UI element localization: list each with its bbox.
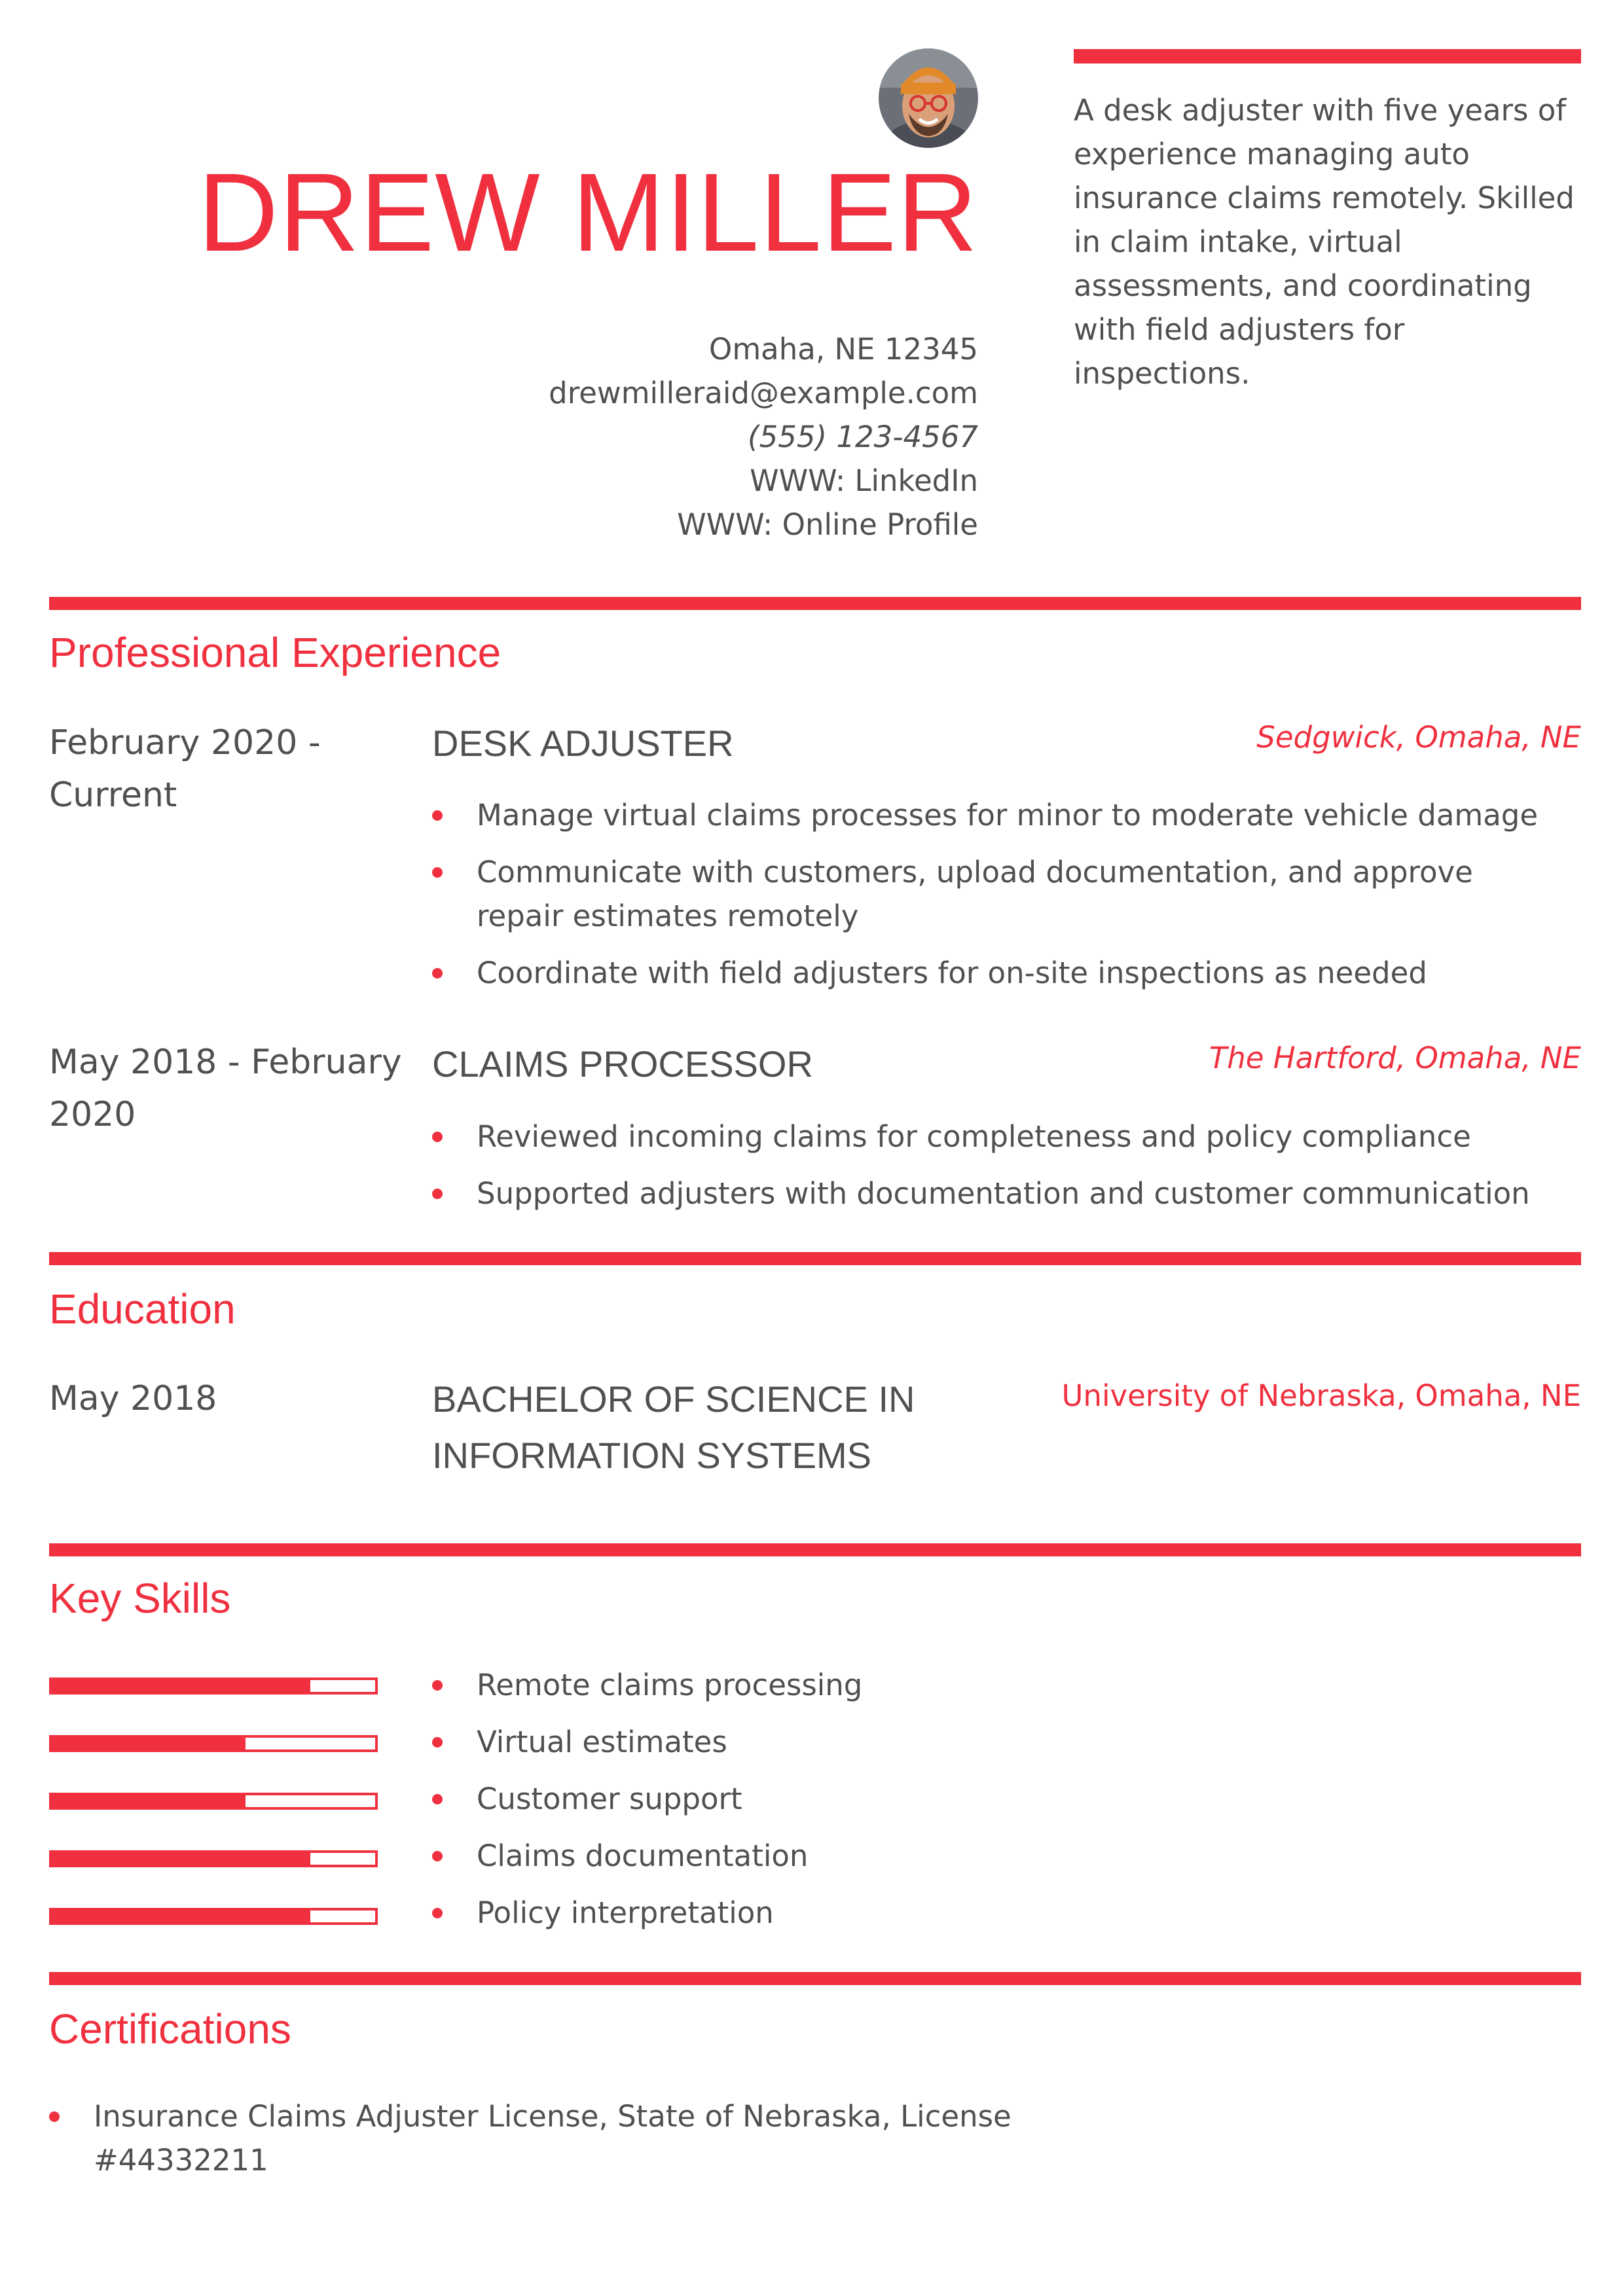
section-divider (49, 1972, 1581, 1985)
job-bullets (432, 1115, 1545, 1229)
skill-item: Policy interpretation (432, 1891, 1545, 1935)
job-dates: May 2018 - February 2020 (49, 1043, 402, 1134)
skill-level-fill (52, 1910, 310, 1922)
section-title-skills: Key Skills (49, 1575, 231, 1622)
summary-divider (1074, 49, 1581, 63)
skill-item: Claims documentation (432, 1834, 1545, 1878)
skill-level-fill (52, 1853, 310, 1865)
certification-item: Insurance Claims Adjuster License, State of Nebraska, License #44332211 (49, 2094, 1162, 2182)
skill-level-bar (49, 1735, 378, 1752)
skills-list (432, 1663, 1545, 1948)
skill-level-fill (52, 1795, 246, 1807)
list-item: Reviewed incoming claims for completeness and policy compliance (432, 1115, 1545, 1158)
education-degree: BACHELOR OF SCIENCE IN INFORMATION SYSTEMS (432, 1378, 915, 1476)
education-date: May 2018 (49, 1379, 217, 1418)
job-employer: Sedgwick, Omaha, NE (1256, 720, 1581, 755)
job-employer: The Hartford, Omaha, NE (1209, 1041, 1581, 1075)
profile-photo (879, 48, 978, 148)
skill-level-bar (49, 1850, 378, 1867)
skill-level-fill (52, 1738, 246, 1749)
contact-phone[interactable]: (555) 123-4567 (748, 420, 978, 454)
avatar-icon (879, 48, 978, 148)
job-bullets (432, 793, 1545, 1008)
list-item: Communicate with customers, upload documentation, and approve repair estimates remotely (432, 850, 1545, 938)
contact-profile-link[interactable]: WWW: Online Profile (677, 507, 978, 542)
summary-text: A desk adjuster with five years of experience managing auto insurance claims remotely. Skilled in claim intake, virtual assessments, and coordinating with field adjusters for inspections. (1074, 93, 1575, 391)
contact-email[interactable]: drewmilleraid@example.com (549, 376, 978, 410)
contact-location: Omaha, NE 12345 (708, 332, 978, 367)
job-dates: February 2020 - Current (49, 723, 321, 815)
skill-item: Virtual estimates (432, 1720, 1545, 1764)
certifications-list (49, 2094, 1162, 2195)
skill-level-bar (49, 1793, 378, 1810)
contact-block (393, 327, 978, 547)
list-item: Manage virtual claims processes for minor to moderate vehicle damage (432, 793, 1545, 837)
list-item: Coordinate with field adjusters for on-site inspections as needed (432, 951, 1545, 995)
skill-item: Customer support (432, 1777, 1545, 1821)
contact-linkedin-link[interactable]: WWW: LinkedIn (750, 463, 978, 498)
section-title-education: Education (49, 1285, 236, 1333)
candidate-name: DREW MILLER (198, 151, 978, 275)
section-divider (49, 1543, 1581, 1556)
section-divider (49, 597, 1581, 610)
education-school: University of Nebraska, Omaha, NE (1061, 1378, 1581, 1413)
section-title-certifications: Certifications (49, 2005, 291, 2053)
section-title-experience: Professional Experience (49, 629, 501, 676)
section-divider (49, 1252, 1581, 1265)
skill-level-fill (52, 1680, 310, 1692)
skill-item: Remote claims processing (432, 1663, 1545, 1707)
list-item: Supported adjusters with documentation and customer communication (432, 1172, 1545, 1215)
job-title: DESK ADJUSTER (432, 723, 734, 764)
job-title: CLAIMS PROCESSOR (432, 1043, 813, 1085)
skill-level-bar (49, 1677, 378, 1695)
skill-level-bar (49, 1908, 378, 1925)
